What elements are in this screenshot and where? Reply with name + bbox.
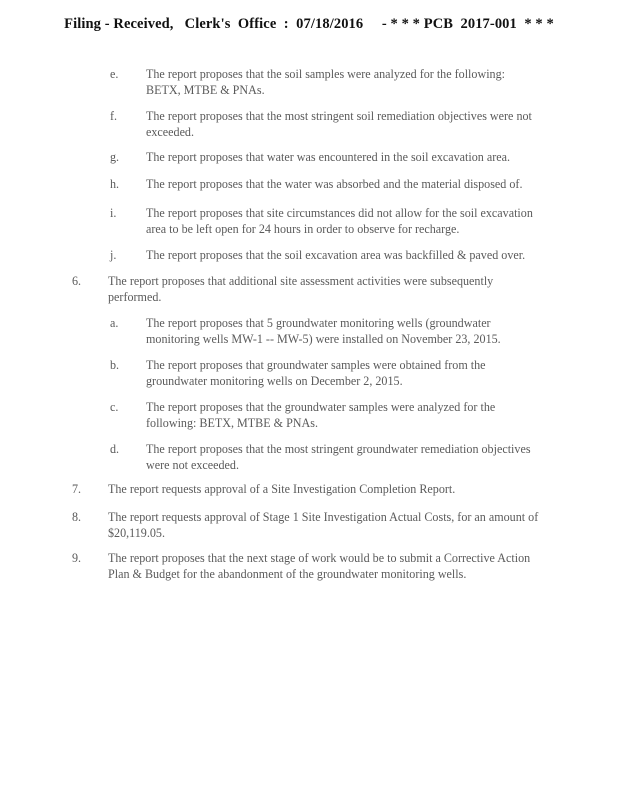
list-item-label: 6. (72, 274, 82, 288)
filing-stamp-header: Filing - Received, Clerk's Office : 07/18/2016 - * * * PCB 2017-001 * * * (64, 16, 554, 32)
list-item-label: i. (110, 206, 117, 220)
list-item-label: e. (110, 67, 119, 81)
list-item-label: 8. (72, 510, 82, 524)
list-item-label: b. (110, 358, 120, 372)
list-item-text: The report proposes that site circumstances did not allow for the soil excavation area to be left open for 24 hours in order to observe for recharge. (146, 206, 533, 236)
list-item-text: The report proposes that the most stringent groundwater remediation objectives were not exceeded. (146, 442, 531, 472)
list-item-text: The report proposes that the most stringent soil remediation objectives were not exceeded. (146, 109, 532, 139)
list-item-label: c. (110, 400, 119, 414)
list-item-label: g. (110, 150, 120, 164)
list-item-text: The report proposes that groundwater samples were obtained from the groundwater monitoring wells on December 2, 2015. (146, 358, 486, 388)
list-item-label: a. (110, 316, 119, 330)
list-item-label: 7. (72, 482, 82, 496)
list-item-label: h. (110, 177, 120, 191)
list-item-label: f. (110, 109, 118, 123)
list-item-label: d. (110, 442, 120, 456)
list-item-text: The report proposes that the water was absorbed and the material disposed of. (146, 177, 523, 191)
list-item-text: The report proposes that 5 groundwater monitoring wells (groundwater monitoring wells MW-1 -- MW-5) were installed on November 23, 2015. (146, 316, 501, 346)
list-item-text: The report proposes that additional site assessment activities were subsequently performed. (108, 274, 494, 304)
list-item-label: j. (110, 248, 117, 262)
list-item-label: 9. (72, 551, 82, 565)
list-item-text: The report proposes that the soil excavation area was backfilled & paved over. (146, 248, 526, 262)
list-item-text: The report proposes that the soil samples were analyzed for the following: BETX, MTBE & PNAs. (146, 67, 506, 97)
list-item-text: The report proposes that the groundwater samples were analyzed for the following: BETX, MTBE & PNAs. (146, 400, 496, 430)
list-item-text: The report proposes that the next stage of work would be to submit a Corrective Action Plan & Budget for the abandonment of the groundwater monitoring wells. (108, 551, 531, 581)
list-item-text: The report proposes that water was encountered in the soil excavation area. (146, 150, 511, 164)
list-item-text: The report requests approval of a Site Investigation Completion Report. (108, 482, 456, 496)
list-item-text: The report requests approval of Stage 1 Site Investigation Actual Costs, for an amount of $20,119.05. (108, 510, 539, 540)
